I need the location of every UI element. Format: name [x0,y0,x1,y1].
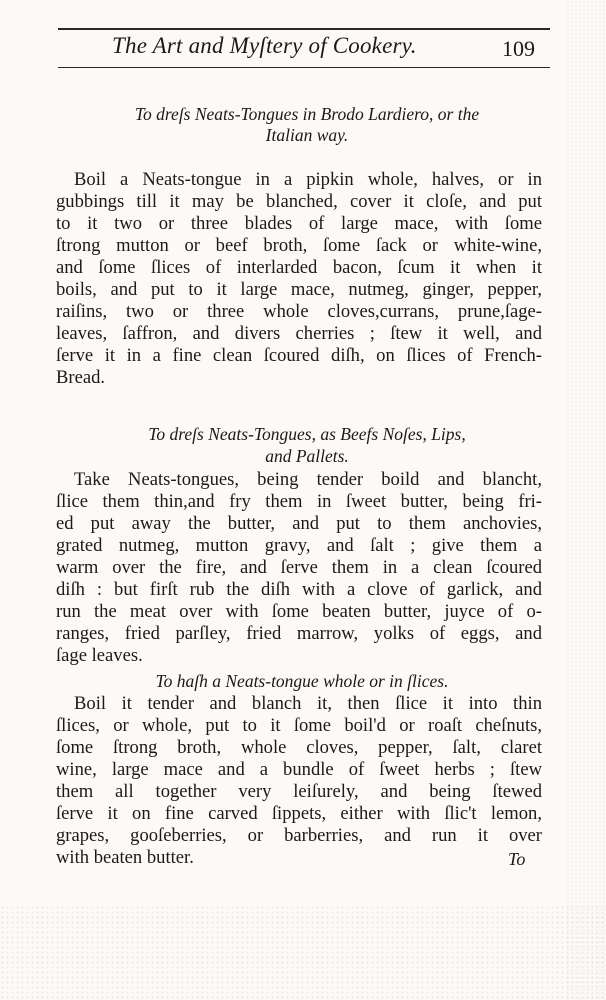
text-line: wine, large mace and a bundle of ſweet herbs ; ſtew [56,759,542,780]
paper-grain [0,905,606,1000]
text-line: diſh : but firſt rub the diſh with a clove of garlick, and [56,579,542,600]
text-line: ſlices, or whole, put to it ſome boil'd or roaſt cheſnuts, [56,715,542,736]
text-line: and ſome ſlices of interlarded bacon, ſcum it when it [56,257,542,278]
text-line: ſerve it in a fine clean ſcoured diſh, on ſlices of French- [56,345,542,366]
page-number: 109 [502,36,535,61]
text-line: to it two or three blades of large mace, with ſome [56,213,542,234]
text-line: raiſins, two or three whole cloves,currans, prune,ſage- [56,301,542,322]
text-line: boils, and put to it large mace, nutmeg, ginger, pepper, [56,279,542,300]
paper-edge [566,0,606,1000]
text-line: Boil it tender and blanch it, then ſlice it into thin [74,693,542,714]
catchword: To [508,849,526,869]
text-line: ranges, fried parſley, fried marrow, yolks of eggs, and [56,623,542,644]
recipe-heading: To dreſs Neats-Tongues in Brodo Lardiero, or the [134,104,480,124]
recipe-heading: To haſh a Neats-tongue whole or in ſlices. [155,671,449,691]
text-line: ſome ſtrong broth, whole cloves, pepper, ſalt, claret [56,737,542,758]
header-rule-top [58,28,550,30]
text-line: ſtrong mutton or beef broth, ſome ſack or white-wine, [56,235,542,256]
text-line: ſage leaves. [56,645,143,666]
text-line: Bread. [56,367,106,388]
text-line: run the meat over with ſome beaten butter, juyce of o- [56,601,542,622]
text-line: grated nutmeg, mutton gravy, and ſalt ; give them a [56,535,542,556]
text-line: grapes, gooſeberries, or barberries, and run it over [56,825,542,846]
text-line: Take Neats-tongues, being tender boild and blancht, [74,469,542,490]
text-line: ſerve it on fine carved ſippets, either with ſlic't lemon, [56,803,542,824]
header-rule-bottom [58,67,550,68]
text-line: Boil a Neats-tongue in a pipkin whole, halves, or in [74,169,542,190]
text-line: leaves, ſaffron, and divers cherries ; ſtew it well, and [56,323,542,344]
text-line: with beaten butter. [56,847,194,868]
text-line: ſlice them thin,and fry them in ſweet butter, being fri- [56,491,542,512]
text-line: warm over the fire, and ſerve them in a clean ſcoured [56,557,542,578]
text-line: them all together very leiſurely, and being ſtewed [56,781,542,802]
running-title: The Art and Myſtery of Cookery. [112,33,417,58]
recipe-heading: and Pallets. [265,446,349,466]
recipe-heading: To dreſs Neats-Tongues, as Beefs Noſes, Lips, [148,424,466,444]
recipe-heading: Italian way. [265,125,349,145]
text-line: gubbings till it may be blanched, cover it cloſe, and put [56,191,542,212]
text-line: ed put away the butter, and put to them anchovies, [56,513,542,534]
